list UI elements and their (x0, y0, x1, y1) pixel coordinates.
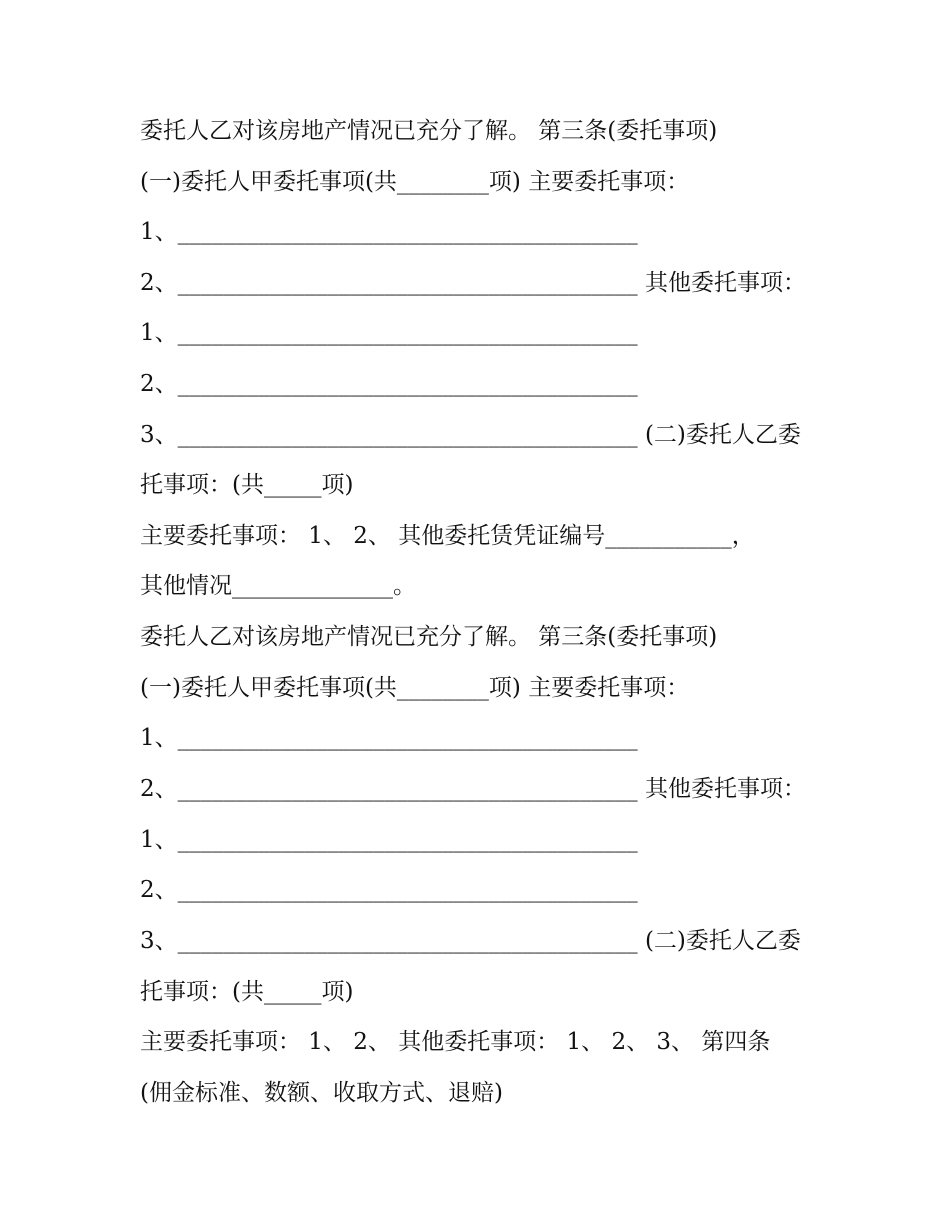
text-line: 1、________________________________________ (140, 725, 638, 751)
text-line: 3、________________________________________ (二)委托人乙委 (140, 928, 801, 954)
text-line: (一)委托人甲委托事项(共________项) 主要委托事项： (140, 675, 690, 701)
text-line: 1、________________________________________ (140, 320, 638, 346)
text-line: 托事项：(共_____项) (140, 472, 354, 498)
text-line: 委托人乙对该房地产情况已充分了解。 第三条(委托事项) (140, 624, 718, 650)
text-line: 2、________________________________________ (140, 371, 638, 397)
text-line: 主要委托事项： 1、 2、 其他委托事项： 1、 2、 3、 第四条 (140, 1029, 771, 1055)
text-line: 托事项：(共_____项) (140, 979, 354, 1005)
text-line: 3、________________________________________ (二)委托人乙委 (140, 422, 801, 448)
text-line: 1、________________________________________ (140, 827, 638, 853)
text-line: (一)委托人甲委托事项(共________项) 主要委托事项： (140, 169, 690, 195)
text-line: 主要委托事项： 1、 2、 其他委托赁凭证编号___________， (140, 523, 755, 549)
text-line: 1、________________________________________ (140, 219, 638, 245)
text-line: 委托人乙对该房地产情况已充分了解。 第三条(委托事项) (140, 118, 718, 144)
text-line: 2、________________________________________ 其他委托事项： (140, 270, 806, 296)
text-line: (佣金标准、数额、收取方式、退赔) (140, 1080, 503, 1106)
text-line: 2、________________________________________ (140, 877, 638, 903)
text-line: 2、________________________________________ 其他委托事项： (140, 776, 806, 802)
text-line: 其他情况______________。 (140, 573, 416, 599)
